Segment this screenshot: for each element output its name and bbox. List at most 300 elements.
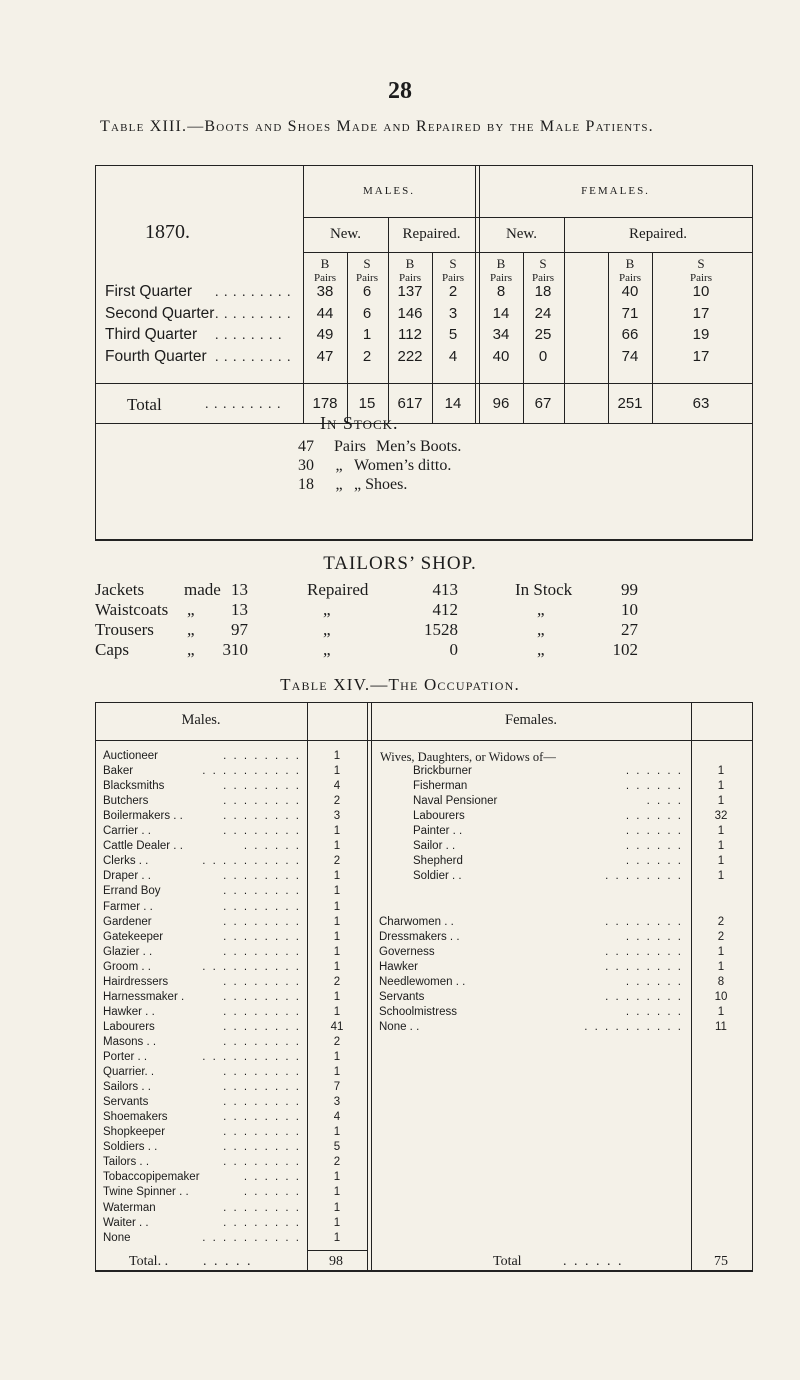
occupation-male-count: 2 [333, 795, 341, 808]
t13-pairs-header [388, 257, 432, 285]
occupation-female-row [379, 976, 683, 990]
t13-col-code: S [363, 256, 371, 271]
tailors-repaired-label: „ [323, 640, 331, 659]
occupation-male-dots: . . . . . . . . . . [202, 960, 301, 973]
occupation-male-count: 1 [333, 1186, 341, 1199]
occupation-male-count: 2 [333, 1035, 341, 1048]
t13-subgroup-rule [303, 252, 752, 253]
occupation-male-dots: . . . . . . . . [223, 1020, 301, 1033]
occupation-male-count: 4 [333, 1111, 341, 1124]
stock-line [298, 476, 407, 494]
occupation-male-label: Hairdressers [103, 975, 169, 988]
occupation-female-dots: . . . . . . [625, 1005, 683, 1018]
occupation-male-row [103, 1081, 301, 1095]
tailors-repaired-value: 413 [432, 580, 458, 599]
occupation-male-count: 1 [333, 870, 341, 883]
occupation-male-count: 1 [333, 1126, 341, 1139]
t13-col-code: S [539, 256, 547, 271]
occupation-male-label: Harnessmaker . [103, 990, 185, 1003]
occupation-male-dots: . . . . . . . . [223, 1141, 301, 1154]
page-number: 28 [388, 78, 412, 104]
t13-col-rule-9 [652, 252, 653, 423]
females-repaired-header: Repaired. [629, 226, 687, 242]
t13-pairs-label: Pairs [314, 272, 336, 284]
t13-pairs-label: Pairs [532, 272, 554, 284]
stock-qty: 18 [298, 476, 314, 493]
occupation-male-label: Shopkeeper [103, 1126, 166, 1139]
occupation-male-row [103, 765, 301, 779]
occupation-female-label: None . . [379, 1020, 420, 1033]
t13-pairs-header [431, 257, 475, 285]
quarter-label: Fourth Quarter [105, 348, 207, 365]
quarter-value: 8 [496, 283, 506, 300]
t13-col-code: B [320, 256, 330, 271]
total-dots: . . . . . . . . . [205, 397, 282, 412]
occupation-male-dots: . . . . . . . . [223, 795, 301, 808]
occupation-female-dots: . . . . . . [625, 810, 683, 823]
occupation-male-dots: . . . . . . . . [223, 885, 301, 898]
tailors-stock-value: 102 [612, 640, 638, 659]
t13-total-rule [95, 383, 753, 384]
occupation-male-row [103, 780, 301, 794]
occupation-male-dots: . . . . . . . . [223, 1066, 301, 1079]
t13-col-rule-1 [303, 165, 304, 423]
occupation-female-row [413, 840, 683, 854]
tailors-made-value: 13 [231, 580, 248, 599]
occupation-male-label: Tobaccopipemaker [103, 1171, 200, 1184]
males-repaired-header: Repaired. [402, 226, 461, 242]
t14-right-border [752, 702, 753, 1272]
males-total-value: 98 [329, 1254, 343, 1269]
occupation-male-count: 1 [333, 1171, 341, 1184]
occupation-female-label: Brickburner [413, 765, 472, 778]
quarter-value: 2 [362, 348, 372, 365]
occupation-male-count: 1 [333, 900, 341, 913]
occupation-female-label: Charwomen . . [379, 915, 454, 928]
females-intro: Wives, Daughters, or Widows of— [380, 750, 556, 764]
occupation-female-dots: . . . . . . . . [605, 945, 683, 958]
occupation-female-row [379, 991, 683, 1005]
occupation-female-dots: . . . . . . [625, 780, 683, 793]
occupation-male-label: Masons . . [103, 1035, 157, 1048]
occupation-male-dots: . . . . . . . . [223, 1096, 301, 1109]
occupation-female-label: Schoolmistress [379, 1005, 457, 1018]
quarter-value: 44 [316, 305, 334, 322]
occupation-male-row [103, 931, 301, 945]
quarter-dots: . . . . . . . . . [215, 350, 292, 365]
occupation-male-count: 2 [333, 975, 341, 988]
quarter-value: 112 [398, 326, 422, 343]
stock-mark: „ [335, 457, 343, 474]
t13-pairs-header [479, 257, 523, 285]
occupation-female-dots: . . . . [646, 795, 683, 808]
quarter-value: 146 [397, 305, 423, 322]
tailors-made-value: 310 [222, 640, 248, 659]
occupation-female-count: 11 [715, 1020, 727, 1033]
occupation-male-count: 1 [333, 825, 341, 838]
total-value: 15 [358, 395, 376, 412]
tailors-repaired-value: 0 [449, 640, 458, 659]
tailors-repaired-label: „ [323, 620, 331, 639]
t13-col-rule-5b [479, 165, 480, 423]
occupation-male-label: Errand Boy [103, 885, 161, 898]
tailors-repaired-label: Repaired [307, 580, 369, 599]
occupation-male-count: 1 [333, 990, 341, 1003]
occupation-male-row [103, 810, 301, 824]
occupation-female-row [413, 780, 683, 794]
occupation-male-count: 1 [333, 915, 341, 928]
occupation-male-label: Hawker . . [103, 1005, 155, 1018]
tailors-stock-label: „ [537, 600, 545, 619]
males-new-header: New. [329, 226, 362, 242]
tailors-stock-value: 27 [621, 620, 638, 639]
occupation-male-dots: . . . . . . . . . . [202, 765, 301, 778]
occupation-male-label: Clerks . . [103, 855, 149, 868]
stock-qty: 30 [298, 457, 314, 474]
quarter-value: 14 [492, 305, 510, 322]
occupation-male-label: Auctioneer [103, 750, 158, 762]
stock-item: „ Shoes. [354, 476, 408, 493]
occupation-female-count: 1 [717, 795, 725, 808]
occupation-female-dots: . . . . . . [625, 825, 683, 838]
tailors-made-value: 97 [231, 620, 248, 639]
occupation-male-row [103, 1126, 301, 1140]
tailors-made-mark: „ [187, 640, 195, 659]
occupation-female-label: Hawker [379, 960, 418, 973]
occupation-male-row [103, 991, 301, 1005]
occupation-female-row [379, 1021, 683, 1035]
occupation-male-row [103, 795, 301, 809]
occupation-female-dots: . . . . . . [625, 975, 683, 988]
occupation-male-label: Groom . . [103, 960, 151, 973]
occupation-male-count: 1 [333, 1005, 341, 1018]
quarter-label: Second Quarter [105, 305, 215, 322]
occupation-male-row [103, 916, 301, 930]
occupation-male-row [103, 1202, 301, 1216]
t14-header-rule [95, 740, 753, 741]
t13-pairs-label: Pairs [442, 272, 464, 284]
occupation-male-dots: . . . . . . . . . . [202, 1231, 301, 1244]
occupation-female-label: Sailor . . [413, 840, 456, 853]
stock-qty: 47 [298, 438, 314, 455]
occupation-females-header: Females. [505, 712, 557, 728]
occupation-female-label: Shepherd [413, 855, 463, 868]
occupation-male-row [103, 901, 301, 915]
occupation-male-count: 1 [333, 1231, 341, 1244]
occupation-male-row [103, 1066, 301, 1080]
occupation-male-label: Gatekeeper [103, 930, 164, 943]
occupation-male-row [103, 1021, 301, 1035]
occupation-male-count: 2 [333, 855, 341, 868]
t14-col-rule-3 [691, 702, 692, 1272]
occupation-male-label: Twine Spinner . . [103, 1186, 189, 1199]
occupation-male-dots: . . . . . . . . [223, 1005, 301, 1018]
quarter-value: 17 [692, 348, 710, 365]
occupation-male-count: 1 [333, 960, 341, 973]
occupation-male-count: 5 [333, 1141, 341, 1154]
occupation-male-dots: . . . . . . . . [223, 1081, 301, 1094]
stock-mark: „ [335, 476, 343, 493]
occupation-female-row [413, 810, 683, 824]
occupation-male-row [103, 1171, 301, 1185]
tailors-stock-value: 99 [621, 580, 638, 599]
occupation-male-dots: . . . . . . [243, 840, 301, 853]
t13-col-code: B [405, 256, 415, 271]
in-stock-title: In Stock. [320, 413, 399, 433]
occupation-female-label: Painter . . [413, 825, 463, 838]
stock-item: Women’s ditto. [354, 457, 452, 474]
t13-top-border [95, 165, 753, 166]
occupation-female-row [379, 916, 683, 930]
occupation-female-row [379, 1006, 683, 1020]
quarter-value: 66 [621, 326, 639, 343]
females-total-value: 75 [714, 1254, 728, 1269]
t14-col-rule-1 [307, 702, 308, 1272]
t13-right-border [752, 165, 753, 540]
occupation-male-row [103, 961, 301, 975]
quarter-value: 40 [492, 348, 510, 365]
occupation-male-row [103, 825, 301, 839]
quarter-value: 18 [534, 283, 552, 300]
tailors-made-mark: made [184, 580, 221, 599]
occupation-male-dots: . . . . . . . . [223, 990, 301, 1003]
quarter-value: 49 [316, 326, 334, 343]
t14-males-total-rule [307, 1250, 367, 1251]
quarter-value: 34 [492, 326, 510, 343]
quarter-value: 3 [448, 305, 458, 322]
occupation-male-row [103, 976, 301, 990]
t13-col-rule-7 [564, 217, 565, 423]
occupation-male-label: Baker [103, 765, 134, 778]
quarter-value: 38 [316, 283, 334, 300]
occupation-male-row [103, 1232, 301, 1246]
total-value: 63 [692, 395, 710, 412]
occupation-female-dots: . . . . . . . . . . [584, 1020, 683, 1033]
occupation-male-count: 1 [333, 765, 341, 778]
occupation-male-label: Glazier . . [103, 945, 153, 958]
occupation-female-row [413, 855, 683, 869]
occupation-female-row [413, 825, 683, 839]
quarter-value: 17 [692, 305, 710, 322]
tailors-repaired-label: „ [323, 600, 331, 619]
t13-pairs-label: Pairs [399, 272, 421, 284]
t13-pairs-header [521, 257, 565, 285]
occupation-male-count: 1 [333, 930, 341, 943]
occupation-male-row [103, 840, 301, 854]
occupation-female-count: 1 [717, 960, 725, 973]
occupation-male-dots: . . . . . . . . [223, 945, 301, 958]
occupation-female-dots: . . . . . . [625, 930, 683, 943]
quarter-value: 71 [621, 305, 639, 322]
quarter-label: Third Quarter [105, 326, 198, 343]
table13-title-rest: —Boots and Shoes Made and Repaired by the Male Patients. [187, 118, 654, 135]
occupation-male-label: Gardener [103, 915, 152, 928]
occupation-male-count: 1 [333, 1201, 341, 1214]
occupation-female-label: Governess [379, 945, 435, 958]
occupation-male-dots: . . . . . . . . [223, 1111, 301, 1124]
occupation-male-label: Tailors . . [103, 1156, 150, 1169]
total-value: 67 [534, 395, 552, 412]
t13-pairs-label: Pairs [619, 272, 641, 284]
occupation-male-count: 1 [333, 945, 341, 958]
occupation-male-label: Cattle Dealer . . [103, 840, 183, 853]
occupation-male-row [103, 1096, 301, 1110]
occupation-female-count: 1 [717, 780, 725, 793]
males-total-label: Total. . [129, 1254, 169, 1269]
tailors-repaired-value: 412 [432, 600, 458, 619]
occupation-female-count: 10 [714, 990, 728, 1003]
t13-group-rule [303, 217, 752, 218]
occupation-male-dots: . . . . . . . . [223, 1126, 301, 1139]
quarter-value: 0 [538, 348, 548, 365]
occupation-male-label: Butchers [103, 795, 149, 808]
tailors-made-value: 13 [231, 600, 248, 619]
occupation-male-dots: . . . . . . . . [223, 1035, 301, 1048]
occupation-female-count: 1 [717, 945, 725, 958]
stock-line [298, 438, 461, 456]
tailors-item: Caps [95, 640, 129, 659]
occupation-female-label: Naval Pensioner [413, 795, 498, 808]
quarter-value: 4 [448, 348, 458, 365]
males-header: MALES. [362, 185, 416, 197]
quarter-value: 222 [397, 348, 423, 365]
occupation-male-label: Quarrier. . [103, 1066, 155, 1079]
occupation-male-row [103, 1111, 301, 1125]
occupation-male-label: Waiter . . [103, 1216, 149, 1229]
t13-col-rule-5 [475, 165, 476, 423]
t14-col-rule-2b [371, 702, 372, 1272]
quarter-value: 5 [448, 326, 458, 343]
occupation-female-label: Soldier . . [413, 870, 462, 883]
males-total-dots: . . . . . [203, 1254, 253, 1269]
t13-col-code: S [449, 256, 457, 271]
occupation-male-label: Boilermakers . . [103, 810, 183, 823]
t13-pairs-header [303, 257, 347, 285]
occupation-female-label: Needlewomen . . [379, 975, 466, 988]
occupation-female-dots: . . . . . . [625, 840, 683, 853]
occupation-male-row [103, 1036, 301, 1050]
occupation-male-count: 1 [333, 1066, 341, 1079]
occupation-male-count: 1 [333, 1216, 341, 1229]
t13-bottom-border [95, 539, 753, 541]
occupation-male-label: Shoemakers [103, 1111, 168, 1124]
occupation-male-count: 41 [330, 1020, 344, 1033]
occupation-male-label: Labourers [103, 1020, 155, 1033]
occupation-male-label: None [103, 1231, 131, 1244]
occupation-male-row [103, 1156, 301, 1170]
occupation-female-row [379, 931, 683, 945]
occupation-males-header: Males. [181, 712, 221, 728]
occupation-male-dots: . . . . . . . . [223, 750, 301, 762]
occupation-female-count: 2 [717, 930, 725, 943]
tailors-stock-label: „ [537, 620, 545, 639]
t13-pairs-label: Pairs [356, 272, 378, 284]
occupation-female-count: 1 [717, 855, 725, 868]
occupation-male-dots: . . . . . . . . [223, 825, 301, 838]
occupation-male-count: 1 [333, 750, 341, 762]
stock-mark: Pairs [334, 438, 366, 455]
occupation-male-dots: . . . . . . . . [223, 975, 301, 988]
occupation-male-count: 4 [333, 780, 341, 793]
occupation-female-label: Servants [379, 990, 425, 1003]
occupation-male-count: 3 [333, 1096, 341, 1109]
quarter-value: 74 [621, 348, 639, 365]
tailors-title: TAILORS’ SHOP. [323, 553, 477, 574]
occupation-male-row [103, 750, 301, 764]
quarter-value: 24 [534, 305, 552, 322]
occupation-male-dots: . . . . . . . . [223, 1216, 301, 1229]
total-label: Total [127, 395, 162, 414]
tailors-item: Waistcoats [95, 600, 169, 619]
occupation-male-count: 1 [333, 1051, 341, 1063]
t14-left-border [95, 702, 96, 1272]
females-total-label: Total [493, 1254, 522, 1269]
occupation-male-count: 7 [333, 1081, 341, 1094]
occupation-female-count: 1 [717, 765, 725, 778]
occupation-male-label: Carrier . . [103, 825, 151, 838]
occupation-male-count: 1 [333, 885, 341, 898]
occupation-female-count: 1 [717, 870, 725, 883]
year-label: 1870. [145, 221, 190, 243]
quarter-value: 6 [362, 283, 372, 300]
quarter-value: 47 [316, 348, 334, 365]
females-total-dots: . . . . . . [563, 1254, 624, 1269]
t14-bottom-border [95, 1270, 753, 1272]
occupation-female-label: Dressmakers . . [379, 930, 460, 943]
occupation-male-row [103, 1051, 301, 1065]
occupation-male-row [103, 1006, 301, 1020]
t13-stock-rule [95, 423, 753, 424]
occupation-female-dots: . . . . . . . . [605, 915, 683, 928]
occupation-male-dots: . . . . . . . . . . [202, 855, 301, 868]
quarter-dots: . . . . . . . . [215, 328, 283, 343]
occupation-male-dots: . . . . . . [243, 1186, 301, 1199]
occupation-female-dots: . . . . . . [625, 765, 683, 778]
quarter-dots: . . . . . . . . . [215, 285, 292, 300]
table14 [95, 702, 753, 1272]
occupation-female-dots: . . . . . . . . [605, 990, 683, 1003]
occupation-female-row [413, 870, 683, 884]
occupation-female-count: 1 [717, 840, 725, 853]
stock-line [298, 457, 451, 475]
occupation-male-dots: . . . . . . . . [223, 780, 301, 793]
tailors-repaired-value: 1528 [424, 620, 458, 639]
total-value: 251 [617, 395, 643, 412]
occupation-male-label: Waterman [103, 1201, 156, 1214]
quarter-dots: . . . . . . . . . [215, 307, 292, 322]
occupation-male-label: Porter . . [103, 1051, 148, 1063]
total-value: 617 [397, 395, 423, 412]
quarter-value: 6 [362, 305, 372, 322]
occupation-male-label: Blacksmiths [103, 780, 165, 793]
tailors-item: Jackets [95, 580, 145, 599]
occupation-male-label: Servants [103, 1096, 149, 1109]
occupation-male-row [103, 885, 301, 899]
females-header: FEMALES. [581, 185, 650, 197]
quarter-value: 137 [397, 283, 423, 300]
t13-pairs-header [679, 257, 723, 285]
occupation-male-count: 3 [333, 810, 341, 823]
t13-pairs-label: Pairs [490, 272, 512, 284]
occupation-female-count: 8 [717, 975, 725, 988]
occupation-female-row [379, 946, 683, 960]
occupation-female-dots: . . . . . . . . [605, 870, 683, 883]
occupation-male-row [103, 855, 301, 869]
total-value: 96 [492, 395, 510, 412]
occupation-male-row [103, 1186, 301, 1200]
table13-title-prefix: Table XIII. [100, 118, 188, 135]
occupation-male-row [103, 870, 301, 884]
